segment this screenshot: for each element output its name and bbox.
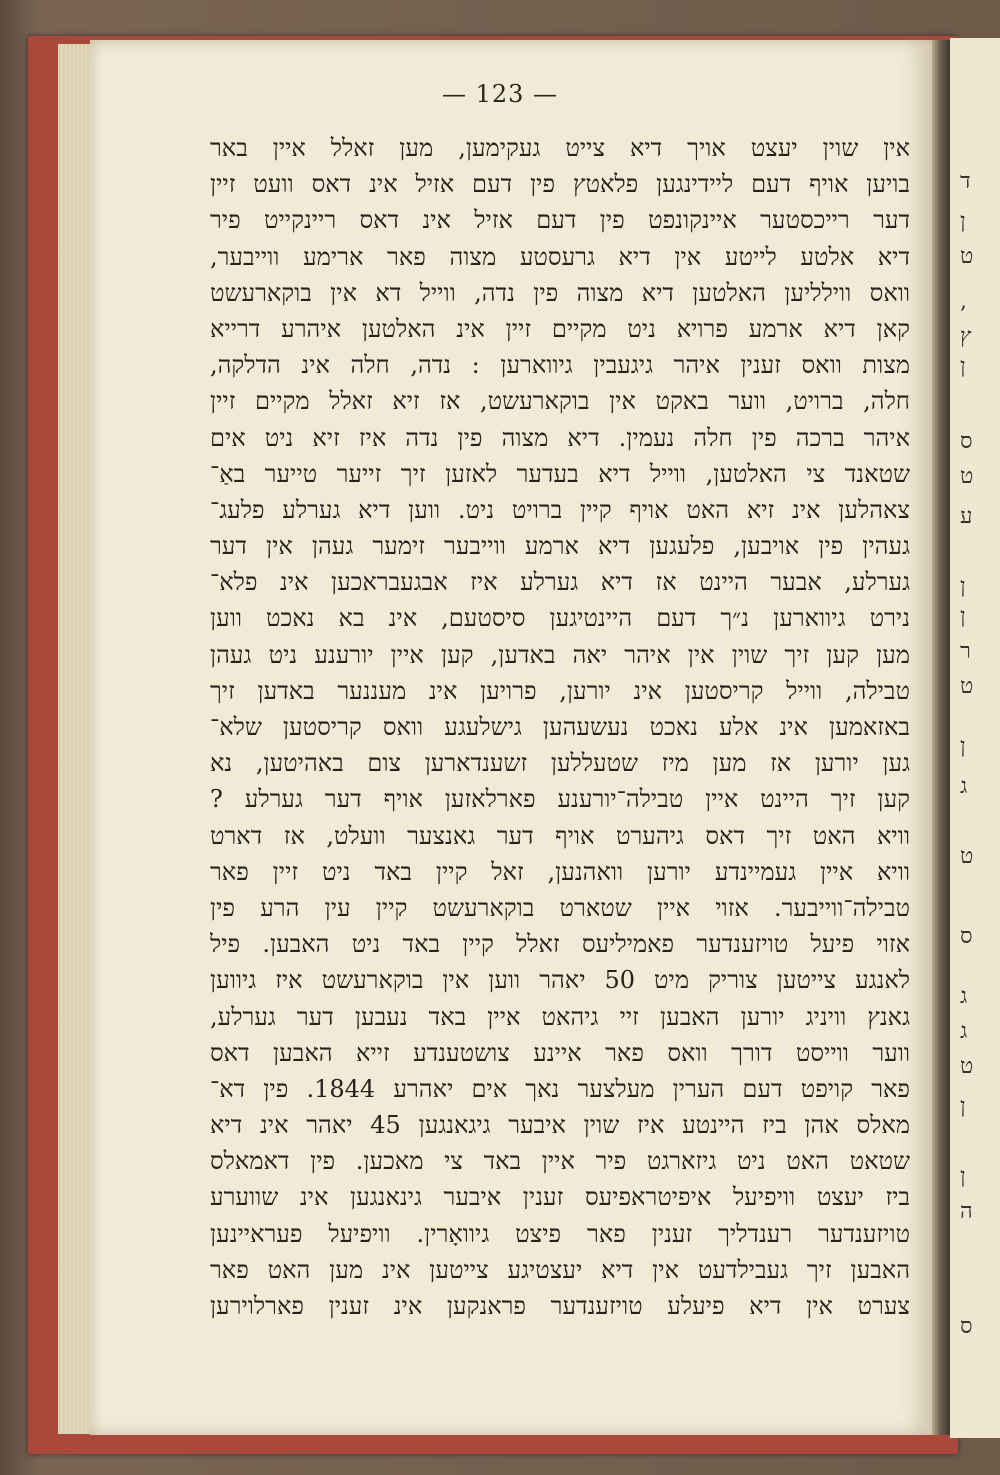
text-line: פאר קויפט דעם הערין מעלצער נאך אים יאהרע 1844. פין דא־	[210, 1074, 910, 1103]
text-line: באזאמען אינ אלע נאכט נעשעהען גישלעגע וואס קריסטען שלא־	[210, 713, 910, 741]
text-line: ביז יעצט וויפיעל איפיטראפיעס זענין איבער גינאנגען אינ שווערע	[210, 1183, 910, 1212]
text-line: גען יורען אז מען מיז שטעללען זשענדארען צום באהיטען, נא	[210, 749, 910, 778]
book-gutter	[932, 40, 950, 1435]
text-line: טבילה־ווייבער. אזוי איין שטארט בוקארעשט קיין עין הרע פין	[210, 893, 910, 922]
text-line: ווער ווייסט דורך וואס פאר איינע צושטענדע זייא האבען דאס	[210, 1038, 910, 1067]
body-text	[210, 130, 910, 1324]
text-line: דער רייכסטער איינקונפט פין דעם אזיל אינ דאס ריינקייט פיר	[210, 206, 910, 235]
text-line: גאנץ וויניג יורען האבען זיי גיהאט איין באד נעבען דער גערלע,	[210, 1002, 910, 1031]
text-line: מצות וואס זענין איהר גיגעבין גיווארען : נדה, חלה אינ הדלקה,	[210, 351, 910, 380]
text-line: אזוי פיעל טויזענדער פאמיליעס זאלל קיין באד ניט האבען. פיל	[210, 930, 910, 959]
text-line: גערלע, אבער היינט אז דיא גערלע איז אבגעבראכען אינ פלא־	[210, 568, 910, 597]
page-number: — 123 —	[441, 80, 559, 108]
text-line: טויזענדער רענדליך זענין פאר פיצט גיוואָרין. וויפיעל פעראיינען	[210, 1219, 910, 1248]
text-line: שטאנד צי האלטען, ווייל דיא בעדער לאזען זיך זייער טייער באַ־	[210, 459, 910, 488]
text-line: געהין פין אויבען, פלעגען דיא ארמע ווייבער זימער געהן אין דער	[210, 532, 910, 561]
text-line: האבען זיך געבילדעט אין דיא יעצטיגע צייטען אינ מען האט פאר	[210, 1255, 910, 1284]
text-line: לאנגע צייטען צוריק מיט 50 יאהר ווען אין בוקארעשט איז גיווען	[210, 966, 910, 995]
text-line: מאלס אהן ביז היינטע איז שוין איבער גיגאנגען 45 יאהר אינ דיא	[210, 1111, 910, 1140]
facing-page-edge: ד ן ט , ץ ן ס ט ע ן ן ר ט ן ג ט ס ג ג ט ן ן ה ס	[950, 38, 1000, 1438]
text-line: קאן דיא ארמע פרויא ניט מקיים זיין אינ האלטען איהרע דרייא	[210, 314, 910, 343]
text-line: טבילה, ווייל קריסטען אינ יורען, פרויען אינ מעננער באדען זיך	[210, 676, 910, 705]
text-line: חלה, ברויט, ווער באקט אין בוקארעשט, אז זיא זאלל מקיים זיין	[210, 387, 910, 416]
text-line: וויא איין געמיינדע יורען וואהנען, זאל קיין באד ניט זיין פאר	[210, 857, 910, 886]
text-line: שטאט האט ניט גיזארגט פיר איין באד צי מאכען. פין דאמאלס	[210, 1147, 910, 1176]
text-line: דיא אלטע לייטע אין דיא גרעסטע מצוה פאר ארימע ווייבער,	[210, 242, 910, 271]
text-line: נירט גיווארען נ״ך דעם היינטיגען סיסטעם, אינ בא נאכט ווען	[210, 604, 910, 633]
text-line: איהר ברכה פין חלה נעמין. דיא מצוה פין נדה איז זיא ניט אים	[210, 423, 910, 452]
text-line: קען זיך היינט איין טבילה־יורענע פארלאזען אויף דער גערלע ?	[210, 785, 910, 814]
text-line: וואס ווילליען האלטען דיא מצוה פין נדה, ווייל דא אין בוקארעשט	[210, 278, 910, 307]
text-line: בויען אויף דעם ליידינגען פלאטץ פין דעם אזיל אינ דאס וועט זיין	[210, 170, 910, 199]
text-line: צערט אין דיא פיעלע טויזענדער פראנקען אינ זענין פארלוירען	[210, 1292, 910, 1320]
text-line: צאהלען אינ זיא האט אויף קיין ברויט ניט. ווען דיא גערלע פלעג־	[210, 495, 910, 524]
text-line: אין שוין יעצט אויך דיא צייט געקימען, מען זאלל איין באר	[210, 134, 910, 162]
text-line: מען קען זיך שוין אין איהר יאה באדען, קען איין יורענע ניט געהן	[210, 640, 910, 669]
page-edges	[58, 44, 94, 1434]
text-line: וויא האט זיך דאס גיהערט אויף דער גאנצער וועלט, אז דארט	[210, 821, 910, 850]
